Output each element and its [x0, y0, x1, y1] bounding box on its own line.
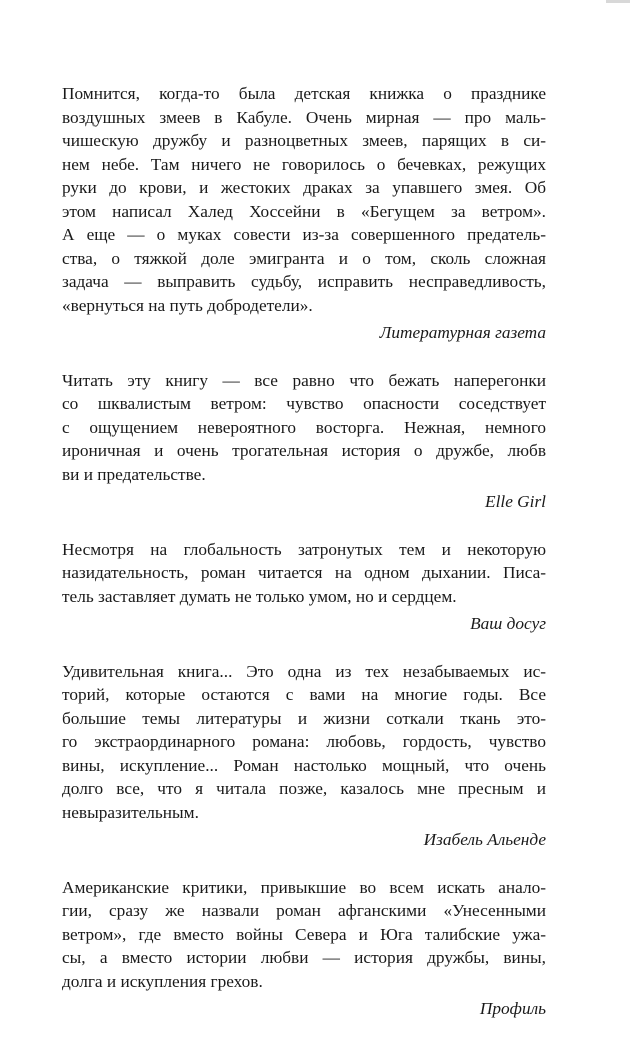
quote-line: ветром», где вместо войны Севера и Юга талибские ужа-: [62, 924, 546, 944]
quote-line: нем небе. Там ничего не говорилось о бечевках, режущих: [62, 154, 546, 174]
page-edge-mark: [606, 0, 630, 3]
quote-line: долга и искупления грехов.: [62, 971, 263, 991]
quote-source: Литературная газета: [379, 323, 546, 342]
quote-source: Ваш досуг: [470, 614, 546, 633]
quote-line: сы, а вместо истории любви — история дружбы, вины,: [62, 948, 546, 967]
quote-line: вины, искупление... Роман настолько мощный, что очень: [62, 755, 546, 775]
quote-line: Читать эту книгу — все равно что бежать наперегонки: [62, 370, 546, 390]
quote-line: Удивительная книга... Это одна из тех незабываемых ис-: [62, 661, 546, 681]
review-quote: [62, 369, 546, 514]
quote-line: долго все, что я читала позже, казалось мне пресным и: [62, 779, 546, 798]
quote-line: Американские критики, привыкшие во всем искать анало-: [62, 877, 546, 897]
quote-text: [62, 876, 546, 994]
review-quote: [62, 538, 546, 636]
quote-line: ви и предательстве.: [62, 464, 206, 484]
review-quote: [62, 876, 546, 1021]
quote-line: Помнится, когда-то была детская книжка о празднике: [62, 84, 546, 103]
quote-line: А еще — о муках совести из-за совершенного предатель-: [62, 225, 546, 244]
quote-text: [62, 538, 546, 609]
quote-line: Несмотря на глобальность затронутых тем и некоторую: [62, 539, 546, 559]
quote-line: руки до крови, и жестоких драках за упавшего змея. Об: [62, 178, 546, 197]
quote-line: задача — выправить судьбу, исправить несправедливость,: [62, 272, 546, 291]
quote-line: торий, которые остаются с вами на многие годы. Все: [62, 685, 546, 704]
quote-text: [62, 660, 546, 825]
quote-line: назидательность, роман читается на одном дыхании. Писа-: [62, 563, 546, 582]
review-quote: [62, 660, 546, 852]
quote-text: [62, 82, 546, 317]
quote-source: Изабель Альенде: [423, 830, 546, 849]
quote-line: невыразительным.: [62, 802, 199, 822]
quote-line: чишескую дружбу и разноцветных змеев, парящих в си-: [62, 131, 546, 150]
quote-source: Elle Girl: [485, 492, 546, 511]
quote-line: со шквалистым ветром: чувство опасности соседствует: [62, 394, 546, 413]
quote-line: с ощущением невероятного восторга. Нежная, немного: [62, 417, 546, 437]
quote-line: этом написал Халед Хоссейни в «Бегущем за ветром».: [62, 201, 546, 221]
quote-line: ства, о тяжкой доле эмигранта и о том, сколь сложная: [62, 248, 546, 268]
quote-line: тель заставляет думать не только умом, но и сердцем.: [62, 586, 457, 606]
quote-line: го экстраординарного романа: любовь, гордость, чувство: [62, 732, 546, 751]
quote-line: «вернуться на путь добродетели».: [62, 295, 313, 315]
quote-line: гии, сразу же назвали роман афганскими «Унесенными: [62, 901, 546, 920]
quote-source: Профиль: [479, 999, 546, 1018]
quote-text: [62, 369, 546, 487]
review-quote: [62, 82, 546, 345]
quote-line: воздушных змеев в Кабуле. Очень мирная — про маль-: [62, 107, 546, 127]
review-quotes: [62, 82, 546, 1045]
quote-line: ироничная и очень трогательная история о дружбе, любв: [62, 441, 546, 460]
quote-line: большие темы литературы и жизни соткали ткань это-: [62, 708, 546, 728]
